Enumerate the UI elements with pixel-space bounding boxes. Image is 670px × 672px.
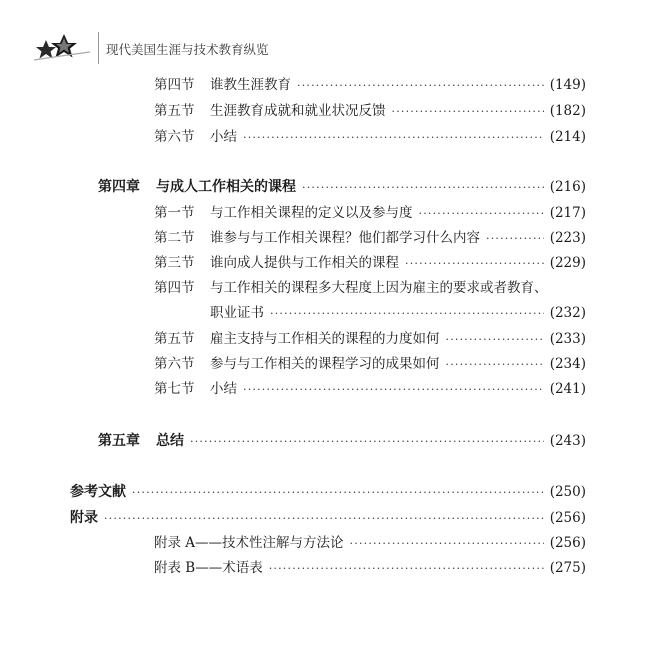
running-header xyxy=(30,30,350,66)
toc-entry xyxy=(154,228,586,248)
section-title: 谁参与与工作相关课程？他们都学习什么内容 xyxy=(210,230,480,246)
section-title: 小结 xyxy=(210,381,237,397)
toc-entry xyxy=(154,329,586,349)
section-number: 第五节 xyxy=(154,103,195,119)
toc-entry xyxy=(154,203,586,223)
leader-dots xyxy=(419,204,545,224)
leader-dots xyxy=(104,509,544,529)
toc-references-entry xyxy=(70,482,586,502)
section-number: 第一节 xyxy=(154,205,195,221)
leader-dots xyxy=(243,128,544,148)
leader-dots xyxy=(446,355,545,375)
page-number: (223) xyxy=(549,230,586,246)
toc-entry xyxy=(154,253,586,273)
leader-dots xyxy=(392,102,545,122)
toc-entry xyxy=(154,558,586,578)
leader-dots xyxy=(243,380,544,400)
appendix-item-title: 附表 B——术语表 xyxy=(154,560,263,576)
section-title: 谁向成人提供与工作相关的课程 xyxy=(210,255,399,271)
leader-dots xyxy=(350,534,544,554)
chapter-number: 第五章 xyxy=(98,433,140,449)
page-number: (234) xyxy=(549,356,586,372)
section-number: 第六节 xyxy=(154,356,195,372)
leader-dots xyxy=(132,483,544,503)
toc-entry xyxy=(154,75,586,95)
page-number: (233) xyxy=(549,331,586,347)
toc-entry xyxy=(154,354,586,374)
section-title: 雇主支持与工作相关的课程的力度如何 xyxy=(210,331,440,347)
toc-entry xyxy=(154,127,586,147)
section-title: 与工作相关课程的定义以及参与度 xyxy=(210,205,413,221)
toc-entry xyxy=(154,533,586,553)
toc-entry xyxy=(154,101,586,121)
section-title: 小结 xyxy=(210,129,237,145)
toc-chapter-entry xyxy=(98,177,586,197)
leader-dots xyxy=(270,304,544,324)
section-number: 第七节 xyxy=(154,381,195,397)
toc-appendix-entry xyxy=(70,508,586,528)
page-number: (182) xyxy=(549,103,586,119)
page-number: (250) xyxy=(549,484,586,500)
running-header-title: 现代美国生涯与技术教育纵览 xyxy=(106,42,269,57)
page-number: (217) xyxy=(549,205,586,221)
chapter-title: 与成人工作相关的课程 xyxy=(156,179,296,195)
toc-entry xyxy=(154,379,586,399)
leader-dots xyxy=(446,330,545,350)
page-number: (216) xyxy=(549,179,586,195)
references-title: 参考文献 xyxy=(70,484,126,500)
page-number: (149) xyxy=(549,77,586,93)
appendix-title: 附录 xyxy=(70,510,98,526)
leader-dots xyxy=(190,432,544,452)
page-number: (243) xyxy=(549,433,586,449)
toc-entry-continuation xyxy=(210,303,586,323)
page-number: (256) xyxy=(549,510,586,526)
page-number: (275) xyxy=(549,560,586,576)
toc-entry-wrapped xyxy=(154,278,548,298)
section-title: 参与与工作相关的课程学习的成果如何 xyxy=(210,356,440,372)
section-number: 第三节 xyxy=(154,255,195,271)
leader-dots xyxy=(269,559,544,579)
page-number: (229) xyxy=(549,255,586,271)
section-number: 第二节 xyxy=(154,230,195,246)
appendix-item-title: 附录 A——技术性注解与方法论 xyxy=(154,535,344,551)
chapter-title: 总结 xyxy=(156,433,184,449)
section-title: 与工作相关的课程多大程度上因为雇主的要求或者教育、 xyxy=(210,280,548,296)
toc-chapter-entry xyxy=(98,431,586,451)
section-title: 生涯教育成就和就业状况反馈 xyxy=(210,103,386,119)
page-number: (214) xyxy=(549,129,586,145)
chapter-number: 第四章 xyxy=(98,179,140,195)
page-number: (256) xyxy=(549,535,586,551)
star-logo-icon xyxy=(30,30,92,66)
section-number: 第四节 xyxy=(154,280,195,296)
leader-dots xyxy=(486,229,544,249)
page-number: (241) xyxy=(549,381,586,397)
section-number: 第五节 xyxy=(154,331,195,347)
leader-dots xyxy=(405,254,544,274)
leader-dots xyxy=(297,76,544,96)
header-divider xyxy=(98,32,99,64)
section-title-continued: 职业证书 xyxy=(210,305,264,321)
leader-dots xyxy=(302,178,544,198)
section-number: 第六节 xyxy=(154,129,195,145)
page-number: (232) xyxy=(549,305,586,321)
section-title: 谁教生涯教育 xyxy=(210,77,291,93)
section-number: 第四节 xyxy=(154,77,195,93)
